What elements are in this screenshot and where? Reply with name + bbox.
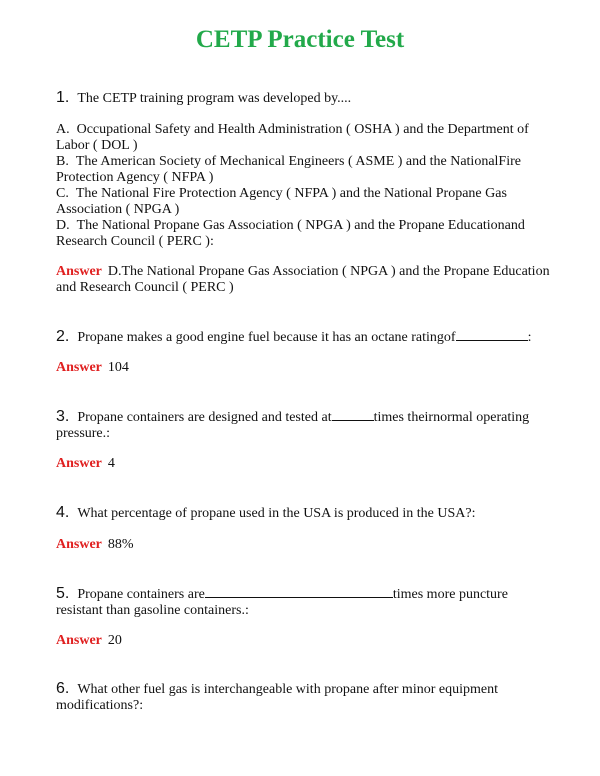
answer-label: Answer (56, 360, 102, 375)
question-text: Propane containers are (77, 587, 205, 602)
question-number: 2. (56, 328, 70, 345)
answer-text: 104 (107, 360, 129, 375)
option-b: B. The American Society of Mechanical Engineers ( ASME ) and the NationalFire Protection Agency ( NFPA ) (56, 154, 521, 185)
answer-label: Answer (56, 456, 102, 471)
answer-label: Answer (56, 537, 102, 552)
question-3 (56, 408, 556, 442)
question-number: 4. (56, 504, 70, 521)
question-text: What percentage of propane used in the USA is produced in the USA?: (77, 506, 476, 521)
question-2 (56, 328, 556, 346)
question-number: 5. (56, 585, 70, 602)
answer-2 (56, 360, 556, 376)
page-title: CETP Practice Test (195, 26, 405, 53)
option-c: C. The National Fire Protection Agency ( NFPA ) and the National Propane Gas Association ( NPGA ) (56, 186, 507, 217)
answer-5 (56, 633, 556, 649)
question-1 (56, 90, 556, 107)
question-text-end: times more puncture resistant than gasoline containers.: (56, 587, 508, 618)
answer-text: D.The National Propane Gas Association ( NPGA ) and the Propane Education and Research Council ( PERC ) (56, 264, 550, 295)
fill-in-blank (332, 408, 374, 421)
question-number: 1. (56, 89, 70, 106)
question-number: 6. (56, 680, 70, 697)
answer-label: Answer (56, 633, 102, 648)
answer-text: 20 (107, 633, 122, 648)
question-text: Propane makes a good engine fuel because it has an octane ratingof (77, 330, 456, 345)
question-text: Propane containers are designed and tested at (77, 410, 332, 425)
question-text: The CETP training program was developed by.... (77, 91, 352, 106)
question-text-end: times theirnormal operating pressure.: (56, 410, 530, 441)
question-1-options (56, 122, 556, 250)
answer-4 (56, 537, 556, 553)
option-a: A. Occupational Safety and Health Administration ( OSHA ) and the Department of Labor ( DOL ) (56, 122, 529, 153)
answer-1 (56, 264, 556, 296)
question-5 (56, 585, 556, 619)
answer-text: 88% (107, 537, 134, 552)
fill-in-blank (456, 328, 528, 341)
option-d: D. The National Propane Gas Association ( NPGA ) and the Propane Educationand Research Council ( PERC ): (56, 218, 525, 249)
answer-text: 4 (107, 456, 115, 471)
question-6 (56, 681, 556, 714)
fill-in-blank (205, 585, 393, 598)
question-text-end: : (527, 330, 532, 345)
answer-label: Answer (56, 264, 102, 279)
question-text: What other fuel gas is interchangeable with propane after minor equipment modifications?: (56, 682, 498, 713)
answer-3 (56, 456, 556, 472)
question-number: 3. (56, 408, 70, 425)
question-4 (56, 505, 556, 522)
